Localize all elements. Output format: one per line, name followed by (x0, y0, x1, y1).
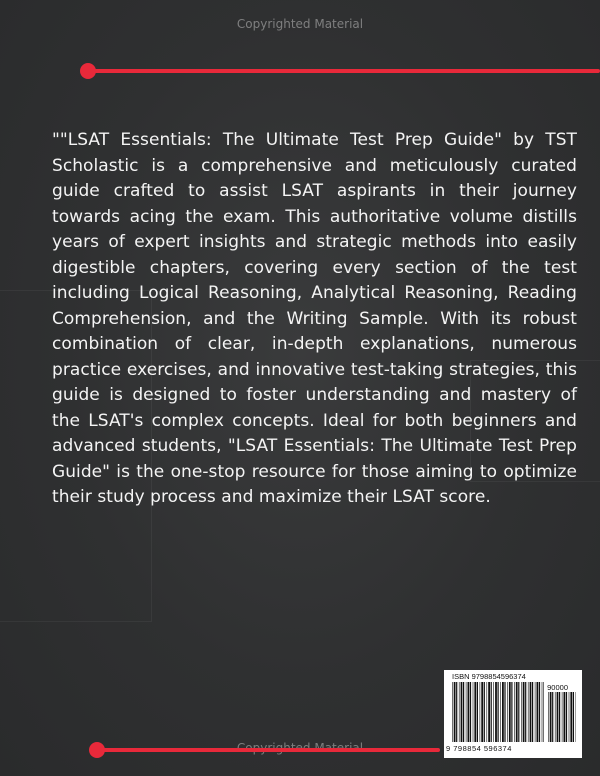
top-red-dot (80, 63, 96, 79)
isbn-label: ISBN 9798854596374 (452, 672, 526, 681)
price-code: 90000 (547, 683, 568, 692)
book-description: ""LSAT Essentials: The Ultimate Test Prep Guide" by TST Scholastic is a comprehensive and meticulously curated guide crafted to assist LSAT aspirants in their journey towards acing the exam. This authoritative volume distills years of expert insights and strategic methods into easily digestible chapters, covering every section of the test including Logical Reasoning, Analytical Reasoning, Reading Comprehension, and the Writing Sample. With its robust combination of clear, in-depth explanations, numerous practice exercises, and innovative test-taking strategies, this guide is designed to foster understanding and mastery of the LSAT's complex concepts. Ideal for both beginners and advanced students, "LSAT Essentials: The Ultimate Test Prep Guide" is the one-stop resource for those aiming to optimize their study process and maximize their LSAT score. (52, 130, 577, 507)
price-barcode-bars (548, 692, 576, 742)
bottom-red-rule (95, 748, 440, 752)
bottom-red-dot (89, 742, 105, 758)
top-red-rule (86, 69, 600, 73)
barcode-digits: 9 798854 596374 (446, 744, 512, 753)
barcode-bars (452, 682, 544, 742)
copyright-watermark-top: Copyrighted Material (236, 17, 364, 31)
